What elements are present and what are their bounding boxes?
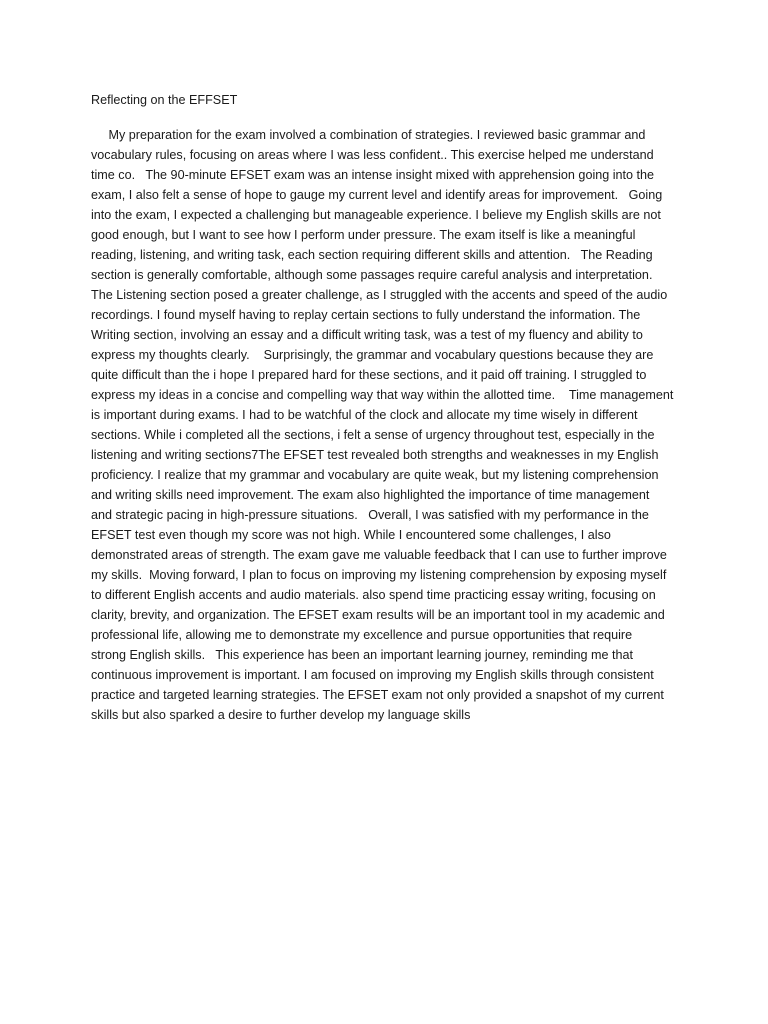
body-line: is important during exams. I had to be watchful of the clock and allocate my time wisely in different [91, 408, 638, 422]
body-line: my skills. Moving forward, I plan to focus on improving my listening comprehension by exposing myself [91, 568, 667, 582]
body-line: strong English skills. This experience has been an important learning journey, reminding me that [91, 648, 634, 662]
body-line: clarity, brevity, and organization. The EFSET exam results will be an important tool in my academic and [91, 608, 665, 622]
body-line: practice and targeted learning strategies. The EFSET exam not only provided a snapshot of my current [91, 688, 664, 702]
body-line: and strategic pacing in high-pressure situations. Overall, I was satisfied with my performance in the [91, 508, 649, 522]
body-line: The Listening section posed a greater challenge, as I struggled with the accents and speed of the audio [91, 288, 668, 302]
body-line: EFSET test even though my score was not high. While I encountered some challenges, I also [91, 528, 611, 542]
body-line: recordings. I found myself having to replay certain sections to fully understand the information. The [91, 308, 641, 322]
body-line: sections. While i completed all the sections, i felt a sense of urgency throughout test, especially in the [91, 428, 655, 442]
body-line: time co. The 90-minute EFSET exam was an intense insight mixed with apprehension going into the [91, 168, 655, 182]
body-line: listening and writing sections7The EFSET test revealed both strengths and weaknesses in my English [91, 448, 659, 462]
body-line: quite difficult than the i hope I prepared hard for these sections, and it paid off training. I struggled to [91, 368, 647, 382]
body-line: express my thoughts clearly. Surprisingly, the grammar and vocabulary questions because they are [91, 348, 654, 362]
body-line: reading, listening, and writing task, each section requiring different skills and attention. The Reading [91, 248, 653, 262]
body-line: demonstrated areas of strength. The exam gave me valuable feedback that I can use to further improve [91, 548, 667, 562]
body-line: and writing skills need improvement. The exam also highlighted the importance of time management [91, 488, 650, 502]
body-line: express my ideas in a concise and compelling way that way within the allotted time. Time management [91, 388, 674, 402]
body-line: continuous improvement is important. I am focused on improving my English skills through consistent [91, 668, 654, 682]
body-line: to different English accents and audio materials. also spend time practicing essay writing, focusing on [91, 588, 656, 602]
body-line: good enough, but I want to see how I perform under pressure. The exam itself is like a meaningful [91, 228, 636, 242]
body-line: vocabulary rules, focusing on areas where I was less confident.. This exercise helped me understand [91, 148, 654, 162]
body-line: section is generally comfortable, although some passages require careful analysis and interpretation. [91, 268, 653, 282]
body-line: exam, I also felt a sense of hope to gauge my current level and identify areas for improvement. Going [91, 188, 663, 202]
body-line: My preparation for the exam involved a combination of strategies. I reviewed basic grammar and [91, 128, 646, 142]
document-title: Reflecting on the EFFSET [91, 93, 238, 107]
body-line: professional life, allowing me to demonstrate my excellence and pursue opportunities that require [91, 628, 633, 642]
document-body [91, 125, 691, 725]
body-line: into the exam, I expected a challenging but manageable experience. I believe my English skills are not [91, 208, 661, 222]
body-line: Writing section, involving an essay and a difficult writing task, was a test of my fluency and ability to [91, 328, 643, 342]
body-line: skills but also sparked a desire to further develop my language skills [91, 708, 471, 722]
body-line: proficiency. I realize that my grammar and vocabulary are quite weak, but my listening comprehension [91, 468, 659, 482]
